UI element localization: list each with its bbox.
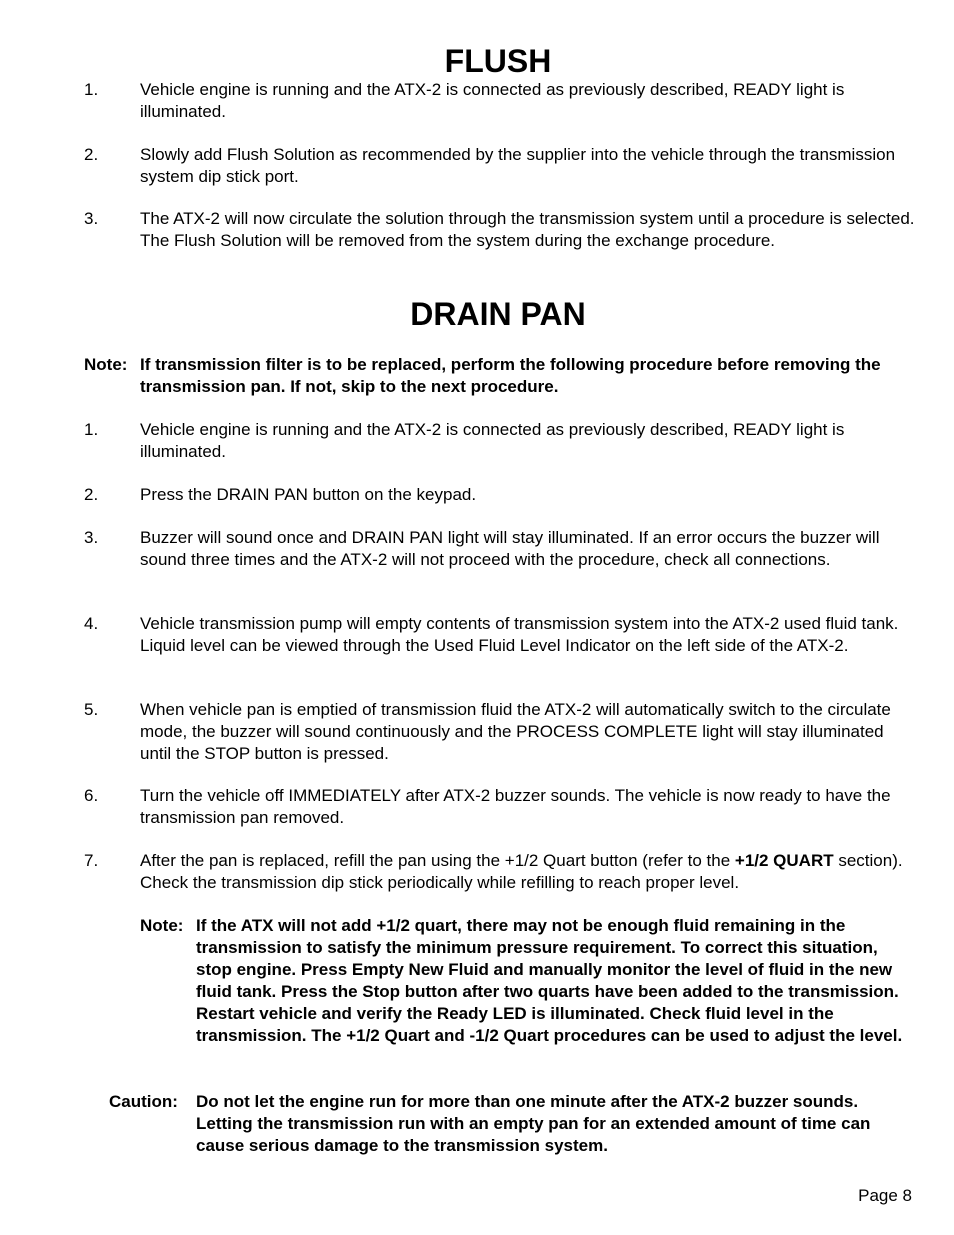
step-text-before: After the pan is replaced, refill the pan using the +1/2 Quart button (refer to the <box>140 851 735 870</box>
step-text: Press the DRAIN PAN button on the keypad. <box>140 485 477 504</box>
page-number: Page 8 <box>858 1186 912 1205</box>
step-text: Slowly add Flush Solution as recommended by the supplier into the vehicle through the transmission system dip stick port. <box>140 145 896 186</box>
step-number: 2. <box>84 485 99 504</box>
step-number: 3. <box>84 528 99 547</box>
step-number: 4. <box>84 614 99 633</box>
step-number: 5. <box>84 700 99 719</box>
step-text: Vehicle transmission pump will empty contents of transmission system into the ATX-2 used fluid tank. Liquid level can be viewed through the Used Fluid Level Indicator on the left side of the ATX-2. <box>140 614 899 655</box>
step-number: 1. <box>84 420 99 439</box>
step-number: 2. <box>84 145 99 164</box>
step-text: The ATX-2 will now circulate the solution through the transmission system until a procedure is selected. The Flush Solution will be removed from the system during the exchange procedure. <box>140 209 915 250</box>
step-text: Buzzer will sound once and DRAIN PAN light will stay illuminated. If an error occurs the buzzer will sound three times and the ATX-2 will not proceed with the procedure, check all connections. <box>140 528 880 569</box>
sub-note-text: If the ATX will not add +1/2 quart, there may not be enough fluid remaining in the transmission to satisfy the minimum pressure requirement. To correct this situation, stop engine. Press Empty New Fluid and manually monitor the level of fluid in the new fluid tank. Press the Stop button after two quarts have been added to the transmission. Restart vehicle and verify the Ready LED is illuminated. Check fluid level in the transmission. The +1/2 Quart and -1/2 Quart procedures can be used to adjust the level. <box>196 916 903 1045</box>
step-number: 1. <box>84 80 99 99</box>
step-number: 7. <box>84 851 99 870</box>
caution-label: Caution: <box>109 1092 178 1111</box>
sub-note-label: Note: <box>140 916 184 935</box>
step-text <box>140 850 915 894</box>
step-text: Vehicle engine is running and the ATX-2 is connected as previously described, READY light is illuminated. <box>140 80 845 121</box>
step-text: Turn the vehicle off IMMEDIATELY after ATX-2 buzzer sounds. The vehicle is now ready to have the transmission pan removed. <box>140 786 891 827</box>
step-text-after: section). Check the transmission dip stick periodically while refilling to reach proper level. <box>140 851 903 892</box>
step-number: 6. <box>84 786 99 805</box>
drain-pan-heading: DRAIN PAN <box>410 296 586 332</box>
step-text: Vehicle engine is running and the ATX-2 is connected as previously described, READY light is illuminated. <box>140 420 845 461</box>
note-text: If transmission filter is to be replaced, perform the following procedure before removing the transmission pan. If not, skip to the next procedure. <box>140 355 881 396</box>
step-number: 3. <box>84 209 99 228</box>
caution-text: Do not let the engine run for more than one minute after the ATX-2 buzzer sounds. Letting the transmission run with an empty pan for an extended amount of time can cause serious damage to the transmission system. <box>196 1092 871 1155</box>
note-label: Note: <box>84 355 128 374</box>
step-text-bold: +1/2 QUART <box>734 851 834 870</box>
step-text: When vehicle pan is emptied of transmission fluid the ATX-2 will automatically switch to the circulate mode, the buzzer will sound continuously and the PROCESS COMPLETE light will stay illuminated until the STOP button is pressed. <box>140 700 891 763</box>
flush-heading: FLUSH <box>444 43 552 79</box>
